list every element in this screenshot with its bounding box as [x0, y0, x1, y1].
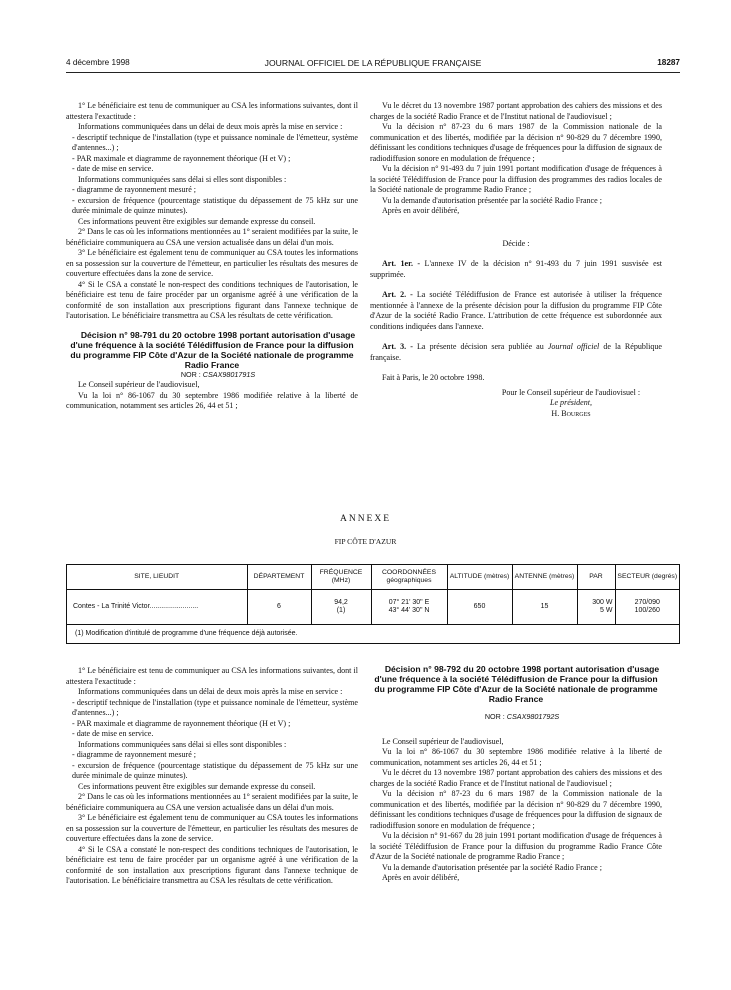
column-header: ANTENNE (mètres) — [512, 565, 577, 590]
article-3 — [370, 342, 662, 363]
paragraph: Vu la loi n° 86-1067 du 30 septembre 1986 modifiée relative à la liberté de communication, notamment ses articles 26, 44 et 51 ; — [66, 390, 358, 410]
list-item: - excursion de fréquence (pourcentage statistique du dépassement de 75 kHz sur une durée minimale de quinze minutes). — [72, 195, 358, 215]
column-header: SECTEUR (degrés) — [615, 565, 679, 590]
sector-value: 270/090 — [634, 598, 660, 606]
latitude: 43° 44' 30" N — [388, 607, 430, 614]
paragraph: Vu le décret du 13 novembre 1987 portant approbation des cahiers des missions et des charges de la société Radio France et de l'Institut national de l'audiovisuel ; — [370, 101, 662, 121]
cell-sector — [615, 590, 679, 625]
bottom-left-column — [66, 666, 358, 887]
list-item: - diagramme de rayonnement mesuré ; — [72, 750, 197, 759]
paragraph: Le Conseil supérieur de l'audiovisuel, — [382, 736, 504, 746]
leader-dots: ......................... — [149, 602, 199, 610]
bottom-right-column — [370, 664, 662, 884]
list-item: - descriptif technique de l'installation (type et puissance nominale de l'émetteur, système d'antennes...) ; — [72, 132, 358, 152]
article-2 — [370, 290, 662, 332]
decision-title: Décision n° 98-791 du 20 octobre 1998 portant autorisation d'usage d'une fréquence à la société Télédiffusion de France pour la diffusion du programme FIP Côte d'Azur de la Société nationale de programme Radio France — [70, 329, 356, 370]
article-1 — [370, 259, 662, 280]
paragraph: Informations communiquées dans un délai de deux mois après la mise en service : — [78, 687, 343, 696]
signature-place-date: Fait à Paris, le 20 octobre 1998. — [382, 373, 485, 382]
site-name: Contes - La Trinité Victor — [73, 602, 150, 610]
cell-altitude: 650 — [447, 590, 512, 625]
table-footnote: (1) Modification d'intitulé de programme d'une fréquence déjà autorisée. — [67, 624, 679, 643]
signature-line-3: H. Bourges — [551, 408, 591, 418]
paragraph: Vu la demande d'autorisation présentée par la société Radio France ; — [382, 862, 602, 872]
article-text: L'annexe IV de la décision n° 91-493 du 7 juin 1991 susvisée est supprimée. — [370, 259, 663, 279]
header-date: 4 décembre 1998 — [66, 58, 130, 67]
paragraph: Vu la décision n° 87-23 du 6 mars 1987 de la Commission nationale de la communication et des libertés, modifiée par la décision n° 90-829 du 7 décembre 1990, définissant les conditions techniques d'usage de fréquences pour la diffusion de signaux de radiodiffusion sonore en modulation de fréquence ; — [370, 122, 662, 163]
paragraph: Après en avoir délibéré, — [382, 206, 460, 215]
decide-heading: Décide : — [502, 238, 530, 248]
cell-antenna: 15 — [512, 590, 577, 625]
table-row — [67, 590, 679, 625]
list-item: - PAR maximale et diagramme de rayonnement théorique (H et V) ; — [72, 718, 291, 728]
header-title: JOURNAL OFFICIEL DE LA RÉPUBLIQUE FRANÇAISE — [264, 58, 482, 68]
paragraph: Le Conseil supérieur de l'audiovisuel, — [78, 380, 200, 389]
signature-line-1: Pour le Conseil supérieur de l'audiovisuel : — [501, 387, 641, 397]
paragraph: Informations communiquées sans délai si elles sont disponibles : — [78, 739, 287, 749]
nor-label: NOR : — [484, 712, 505, 721]
paragraph: Vu la loi n° 86-1067 du 30 septembre 1986 modifiée relative à la liberté de communication, notamment ses articles 26, 44 et 51 ; — [370, 747, 662, 767]
par-value: 300 W — [592, 598, 613, 606]
list-item: - PAR maximale et diagramme de rayonnement théorique (H et V) ; — [72, 153, 291, 163]
journal-officiel-italic: Journal officiel — [547, 342, 600, 351]
paragraph: Vu la décision n° 91-667 du 28 juin 1991 portant modification d'usage de fréquences à la société Télédiffusion de France pour la diffusion du programme Radio France Côte d'Azur de la Société nationale de programme Radio France ; — [370, 831, 662, 861]
paragraph: 2° Dans le cas où les informations mentionnées au 1° seraient modifiées par la suite, le bénéficiaire communiquera au CSA une version actualisée dans un délai d'un mois. — [66, 792, 358, 812]
par-value: 5 W — [600, 607, 613, 614]
article-label: Art. 1er. - — [382, 259, 421, 268]
cell-coordinates — [371, 590, 447, 625]
paragraph: 4° Si le CSA a constaté le non-respect des conditions techniques de l'autorisation, le bénéficiaire est tenu de faire procéder par un organisme agréé à une vérification de la conformité de son installation aux prescriptions figurant dans l'annexe technique de l'autorisation. Le bénéficiaire transmettra au CSA les résultats de cette vérification. — [66, 844, 358, 885]
column-header: COORDONNÉES géographiques — [371, 565, 447, 590]
paragraph: 1° Le bénéficiaire est tenu de communiquer au CSA les informations suivantes, dont il attestera l'exactitude : — [66, 666, 358, 686]
column-header: DÉPARTEMENT — [247, 565, 311, 590]
paragraph: 3° Le bénéficiaire est également tenu de communiquer au CSA toutes les informations en sa possession sur la couverture de l'émetteur, en particulier les résultats des mesures de couverture effectuées dans la zone de service. — [66, 248, 358, 278]
cell-frequency — [311, 590, 371, 625]
paragraph: Vu la décision n° 87-23 du 6 mars 1987 de la Commission nationale de la communication et des libertés, modifiée par la décision n° 90-829 du 7 décembre 1990, définissant les conditions techniques d'usage de fréquences pour la diffusion de signaux de radiodiffusion sonore en modulation de fréquence ; — [370, 789, 662, 830]
cell-site — [67, 590, 247, 625]
list-item: - date de mise en service. — [72, 729, 154, 738]
article-text: La présente décision sera publiée au — [417, 342, 544, 351]
annexe-subtitle: FIP CÔTE D'AZUR — [334, 537, 397, 546]
nor-code: CSAX9801791S — [202, 369, 256, 379]
decision-title: Décision n° 98-792 du 20 octobre 1998 portant autorisation d'usage d'une fréquence à la société Télédiffusion de France pour la diffusion du programme FIP Côte d'Azur de la Société nationale de programme Radio France — [374, 664, 660, 704]
paragraph: Informations communiquées dans un délai de deux mois après la mise en service : — [78, 122, 343, 131]
cell-department: 6 — [247, 590, 311, 625]
article-text: de la République française. — [370, 342, 662, 362]
paragraph: Vu le décret du 13 novembre 1987 portant approbation des cahiers des missions et des charges de la société Radio France et de l'Institut national de l'audiovisuel ; — [370, 768, 662, 788]
paragraph: 1° Le bénéficiaire est tenu de communiquer au CSA les informations suivantes, dont il attestera l'exactitude : — [66, 101, 358, 121]
list-item: - date de mise en service. — [72, 164, 154, 173]
list-item: - diagramme de rayonnement mesuré ; — [72, 185, 197, 194]
top-right-column — [370, 101, 662, 419]
frequency-note: (1) — [336, 607, 346, 614]
nor-code: CSAX9801792S — [506, 712, 560, 721]
column-header: ALTITUDE (mètres) — [447, 565, 512, 590]
nor-label: NOR : — [180, 369, 201, 379]
article-label: Art. 3. - — [382, 342, 413, 351]
signature-line-2: Le président, — [549, 398, 593, 407]
column-header: PAR — [577, 565, 615, 590]
article-text: La société Télédiffusion de France est autorisée à utiliser la fréquence mentionnée à l'annexe de la présente décision pour la diffusion du programme FIP Côte d'Azur de la société Radio France. L'attribution de cette fréquence est subordonnée aux conditions indiquées dans l'annexe. — [370, 290, 663, 331]
nor-reference — [66, 370, 358, 381]
paragraph: 2° Dans le cas où les informations mentionnées au 1° seraient modifiées par la suite, le bénéficiaire communiquera au CSA une version actualisée dans un délai d'un mois. — [66, 227, 358, 247]
annexe-table — [66, 564, 680, 644]
paragraph: Ces informations peuvent être exigibles sur demande expresse du conseil. — [78, 781, 316, 791]
column-header: FRÉQUENCE (MHz) — [311, 565, 371, 590]
paragraph: Vu la décision n° 91-493 du 7 juin 1991 portant modification d'usage de fréquences à la société Télédiffusion de France pour la diffusion des programmes des radios locales de la Société nationale de programme Radio France ; — [370, 164, 662, 194]
sector-value: 100/260 — [634, 607, 660, 614]
list-item: - excursion de fréquence (pourcentage statistique du dépassement de 75 kHz sur une durée minimale de quinze minutes). — [72, 760, 358, 780]
nor-reference — [370, 712, 662, 723]
longitude: 07° 21' 30" E — [388, 598, 430, 606]
paragraph: Après en avoir délibéré, — [382, 873, 460, 882]
paragraph: Ces informations peuvent être exigibles sur demande expresse du conseil. — [78, 216, 316, 226]
paragraph: 4° Si le CSA a constaté le non-respect des conditions techniques de l'autorisation, le bénéficiaire est tenu de faire procéder par un organisme agréé à une vérification de la conformité de son installation aux prescriptions figurant dans l'annexe technique de l'autorisation. Le bénéficiaire transmettra au CSA les résultats de cette vérification. — [66, 279, 358, 320]
column-header: SITE, LIEUDIT — [67, 565, 247, 590]
cell-par — [577, 590, 615, 625]
annexe-title: ANNEXE — [339, 514, 392, 524]
header-page-number: 18287 — [657, 58, 680, 67]
paragraph: Vu la demande d'autorisation présentée par la société Radio France ; — [382, 195, 602, 205]
table-header-row — [67, 565, 679, 590]
page-header — [66, 58, 680, 72]
paragraph: Informations communiquées sans délai si elles sont disponibles : — [78, 174, 287, 184]
article-label: Art. 2. - — [382, 290, 413, 299]
paragraph: 3° Le bénéficiaire est également tenu de communiquer au CSA toutes les informations en sa possession sur la couverture de l'émetteur, en particulier les résultats des mesures de couverture effectuées dans la zone de service. — [66, 813, 358, 843]
header-rule — [66, 72, 680, 73]
list-item: - descriptif technique de l'installation (type et puissance nominale de l'émetteur, système d'antennes...) ; — [72, 697, 358, 717]
top-left-column — [66, 101, 358, 412]
frequency-value: 94,2 — [334, 598, 348, 606]
